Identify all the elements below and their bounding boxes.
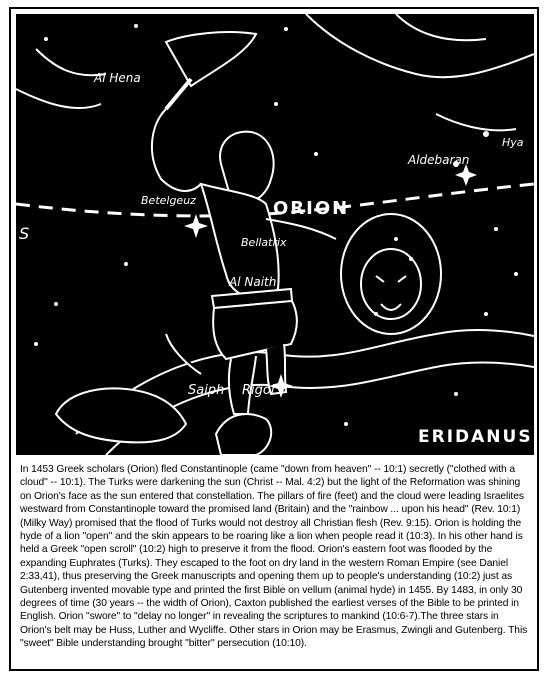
river-title: ERIDANUS [418, 427, 533, 447]
label-alnaith: Al Naith [229, 275, 277, 289]
label-alhena: Al Hena [94, 71, 141, 85]
label-saiph: Saiph [188, 383, 225, 398]
label-bellatrix: Bellatrix [241, 236, 287, 249]
label-hyades: Hya [502, 136, 524, 149]
label-betelgeuz: Betelgeuz [141, 194, 196, 207]
label-edge-s: S [19, 224, 30, 243]
orion-star-chart [16, 14, 534, 455]
caption-paragraph: In 1453 Greek scholars (Orion) fled Constantinople (came "down from heaven" -- 10:1) secretly ("clothed with a cloud" -- 10:1). The Turks were darkening the sun (Christ -- Mal. 4:2) but the light of the Reformation was shining on Orion's face as the sun entered that constellation. The pillars of fire (feet) and the cloud were leading Israelites westward from Constantinople toward the promised land (Britain) and the "rainbow ... upon his head" (Rev. 10:1) (Milky Way) promised that the flood of Turks would not destroy all Christian flesh (Rev. 9:15). Orion is holding the hyde of a lion "open" and the skin appears to be roaring like a lion when people read it (10:3). In his other hand is held a Greek "open scroll" (10:2) high to preserve it from the flood. Orion's eastern foot was flooded by the expanding Euphrates (Turks). They escaped to the foot on dry land in the western Roman Empire (see Daniel 2:33,41), thus preserving the Greek manuscripts and opening them up to people's understanding (10:2) just as Gutenberg invented movable type and printed the first Bible on vellum (animal hyde) in 1455. By 1483, in only 30 degrees of time (30 years -- the width of Orion), Caxton published the earliest verses of the Bible to be printed in English. Orion "swore" to "delay no longer" in revealing the scriptures to mankind (10:6-7).The three stars in Orion's belt may be Huss, Luther and Wycliffe. Other stars in Orion may be Erasmus, Zwingli and Gutenberg. This "sweet" Bible understanding brought "bitter" persecution (10:10). [20, 464, 528, 650]
lion-hide [341, 214, 441, 334]
constellation-title: ORION [273, 198, 350, 219]
label-rigol: Rigol [242, 383, 275, 398]
label-aldebaran: Aldebaran [408, 153, 470, 167]
